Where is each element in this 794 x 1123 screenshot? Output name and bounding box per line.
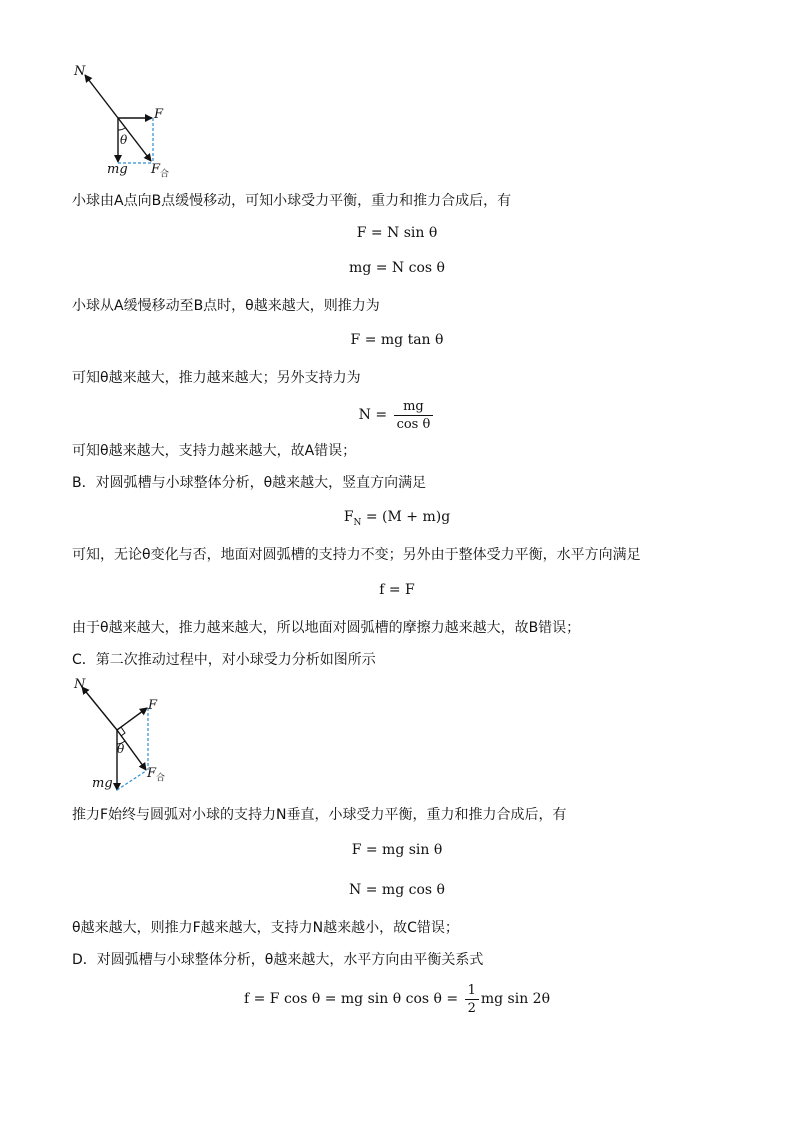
paragraph-4: 可知θ越来越大，支持力越来越大，故A错误；: [72, 443, 357, 459]
equation-9: f = F cos θ = mg sin θ cos θ = $\frac{1}{2}$ mg sin 2θ: [243, 982, 551, 1016]
equation-5: $F_N = (M + m)g$: [343, 509, 451, 528]
label-mg: mg: [107, 162, 128, 177]
paragraph-11: D．对圆弧槽与小球整体分析，θ越来越大，水平方向由平衡关系式: [72, 952, 484, 968]
label-theta: θ: [120, 133, 128, 147]
paragraph-6: 可知，无论θ变化与否，地面对圆弧槽的支持力不变；另外由于整体受力平衡，水平方向满足: [72, 547, 641, 563]
equation-7: F = mg sin θ: [351, 842, 443, 858]
paragraph-5: B．对圆弧槽与小球整体分析，θ越来越大，竖直方向满足: [72, 475, 427, 491]
paragraph-1: 小球由A点向B点缓慢移动，可知小球受力平衡，重力和推力合成后，有: [72, 193, 512, 209]
equation-3: F = mg tan θ: [350, 332, 444, 348]
paragraph-2: 小球从A缓慢移动至B点时，θ越来越大，则推力为: [72, 298, 380, 314]
normal-force-arrow-2: [82, 687, 117, 730]
label-F-2: F: [148, 698, 158, 713]
label-F: F: [154, 107, 164, 122]
label-theta-2: θ: [117, 742, 125, 756]
paragraph-10: θ越来越大，则推力F越来越大，支持力N越来越小，故C错误；: [72, 920, 459, 936]
paragraph-3: 可知θ越来越大，推力越来越大；另外支持力为: [72, 370, 361, 386]
equation-6: f = F: [379, 582, 415, 598]
equation-2: mg = N cos θ: [349, 260, 445, 276]
equation-4: N = $\frac{mg}{\text{cos θ}}$: [0, 396, 794, 434]
normal-force-arrow: [85, 75, 118, 118]
paragraph-9: 推力F始终与圆弧对小球的支持力N垂直，小球受力平衡，重力和推力合成后，有: [72, 807, 567, 823]
label-mg-2: mg: [92, 776, 113, 791]
label-resultant-2: $F_合$: [147, 766, 166, 784]
paragraph-7: 由于θ越来越大，推力越来越大，所以地面对圆弧槽的摩擦力越来越大，故B错误；: [72, 620, 581, 636]
push-force-arrow-2: [117, 708, 147, 730]
label-N: N: [74, 64, 86, 79]
right-angle-mark: [121, 727, 125, 736]
label-resultant: $F_合$: [151, 162, 170, 180]
equation-8: N = mg cos θ: [349, 882, 445, 898]
theta-arc: [118, 128, 125, 130]
label-N-2: N: [74, 677, 86, 692]
equation-1: F = N sin θ: [356, 225, 438, 241]
dashed-guide-diagonal-2: [117, 771, 146, 790]
paragraph-8: C．第二次推动过程中，对小球受力分析如图所示: [72, 652, 376, 668]
